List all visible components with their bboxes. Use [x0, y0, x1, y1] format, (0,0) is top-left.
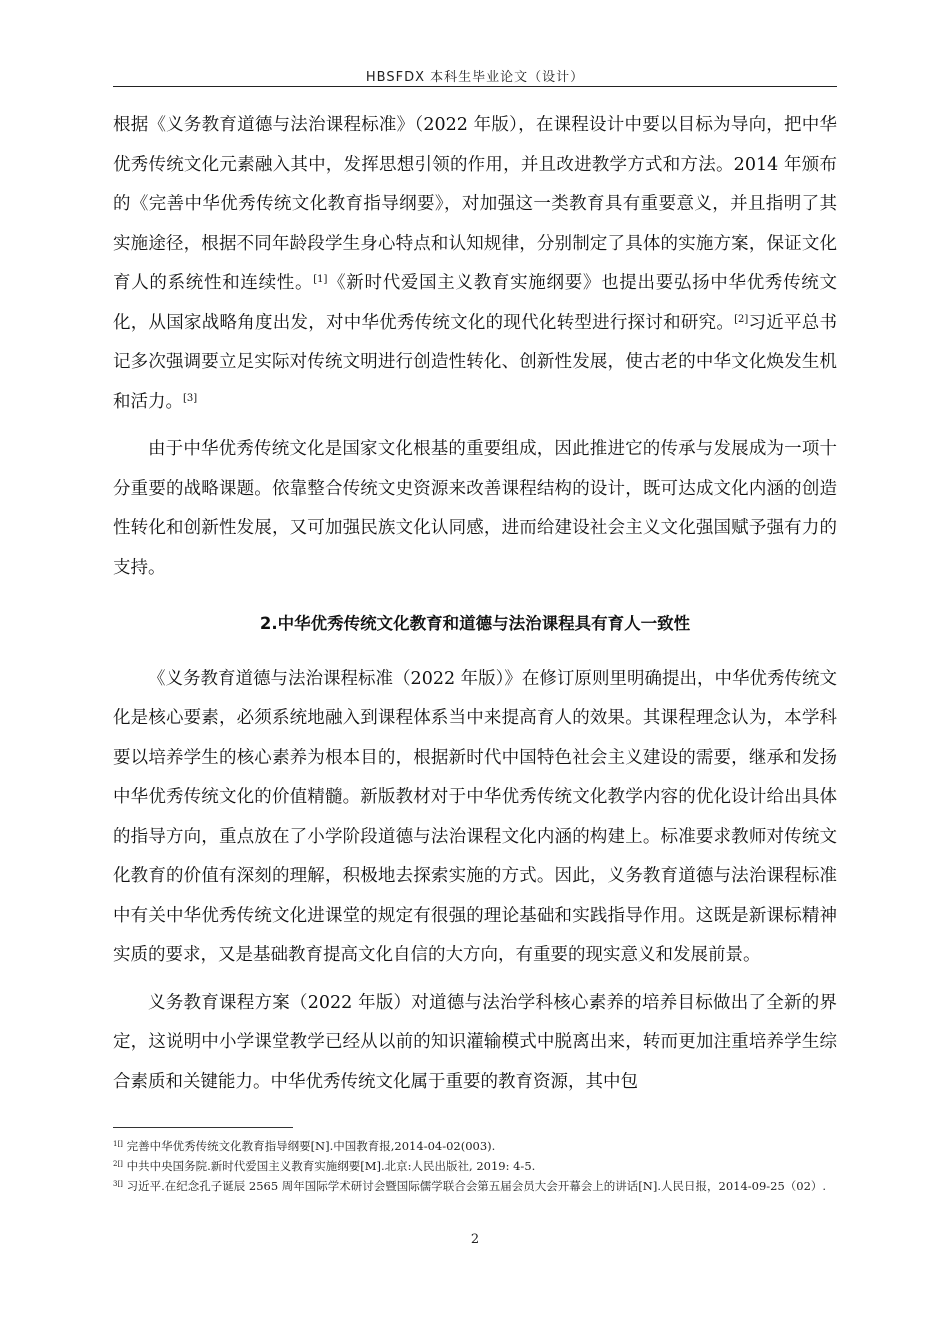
footnote-3-text: 习近平.在纪念孔子诞辰 2565 周年国际学术研讨会暨国际儒学联合会第五届会员大会开幕会上的讲话[N].人民日报，2014-09-25（02）.: [122, 1179, 827, 1193]
main-body: [113, 106, 837, 1102]
footnote-1-text: 完善中华优秀传统文化教育指导纲要[N].中国教育报,2014-04-02(003).: [122, 1139, 496, 1153]
footnote-3-mark: 3[]: [113, 1180, 123, 1188]
paragraph-1-part-b: 《新时代爱国主义教育实施纲要》也提出要弘扬中华优秀传统文化，从国家战略角度出发，对中华优秀传统文化的现代化转型进行探讨和研究。: [113, 273, 838, 333]
header-rule: [113, 86, 837, 87]
page-number: 2: [470, 1232, 480, 1247]
footnote-2-mark: 2[]: [113, 1160, 123, 1168]
paragraph-3: 《义务教育道德与法治课程标准（2022 年版）》在修订原则里明确提出，中华优秀传统文化是核心要素，必须系统地融入到课程体系当中来提高育人的效果。其课程理念认为，本学科要以培养学生的核心素养为根本目的，根据新时代中国特色社会主义建设的需要，继承和发扬中华优秀传统文化的价值精髓。新版教材对于中华优秀传统文化教学内容的优化设计给出具体的指导方向，重点放在了小学阶段道德与法治课程文化内涵的构建上。标准要求教师对传统文化教育的价值有深刻的理解，积极地去探索实施的方式。因此，义务教育道德与法治课程标准中有关中华优秀传统文化进课堂的规定有很强的理论基础和实践指导作用。这既是新课标精神实质的要求，又是基础教育提高文化自信的大方向，有重要的现实意义和发展前景。: [113, 668, 837, 965]
footnote-1: [113, 1138, 843, 1155]
paragraph-4: 义务教育课程方案（2022 年版）对道德与法治学科核心素养的培养目标做出了全新的界定，这说明中小学课堂教学已经从以前的知识灌输模式中脱离出来，转而更加注重培养学生综合素质和关键能力。中华优秀传统文化属于重要的教育资源，其中包: [113, 992, 837, 1092]
paragraph-1-part-a: 根据《义务教育道德与法治课程标准》（2022 年版），在课程设计中要以目标为导向，把中华优秀传统文化元素融入其中，发挥思想引领的作用，并且改进教学方式和方法。2014 年颁布的《完善中华优秀传统文化教育指导纲要》，对加强这一类教育具有重要意义，并且指明了其实施途径，根据不同年龄段学生身心特点和认知规律，分别制定了具体的实施方案，保证文化育人的系统性和连续性。: [113, 115, 837, 293]
paragraph-1-part-c: 习近平总书记多次强调要立足实际对传统文明进行创造性转化、创新性发展，使古老的中华文化焕发生机和活力。: [113, 312, 838, 412]
footnote-2-text: 中共中央国务院.新时代爱国主义教育实施纲要[M].北京:人民出版社, 2019: 4-5.: [122, 1159, 536, 1173]
citation-1[interactable]: [1]: [313, 274, 328, 285]
footnote-3: [113, 1178, 843, 1195]
citation-3[interactable]: [3]: [183, 392, 198, 404]
footnote-rule: [113, 1127, 293, 1128]
running-header: HBSFDX 本科生毕业论文（设计）: [365, 70, 585, 85]
paragraph-2: 由于中华优秀传统文化是国家文化根基的重要组成，因此推进它的传承与发展成为一项十分重要的战略课题。依靠整合传统文史资源来改善课程结构的设计，既可达成文化内涵的创造性转化和创新性发展，又可加强民族文化认同感，进而给建设社会主义文化强国赋予强有力的支持。: [113, 439, 837, 578]
footnote-2: [113, 1158, 843, 1175]
footnotes: [113, 1138, 843, 1198]
section-heading: 2.中华优秀传统文化教育和道德与法治课程具有育人一致性: [259, 614, 691, 633]
footnote-1-mark: 1[]: [113, 1140, 123, 1148]
paragraph-1: [113, 106, 837, 422]
citation-2[interactable]: [2]: [734, 313, 749, 325]
